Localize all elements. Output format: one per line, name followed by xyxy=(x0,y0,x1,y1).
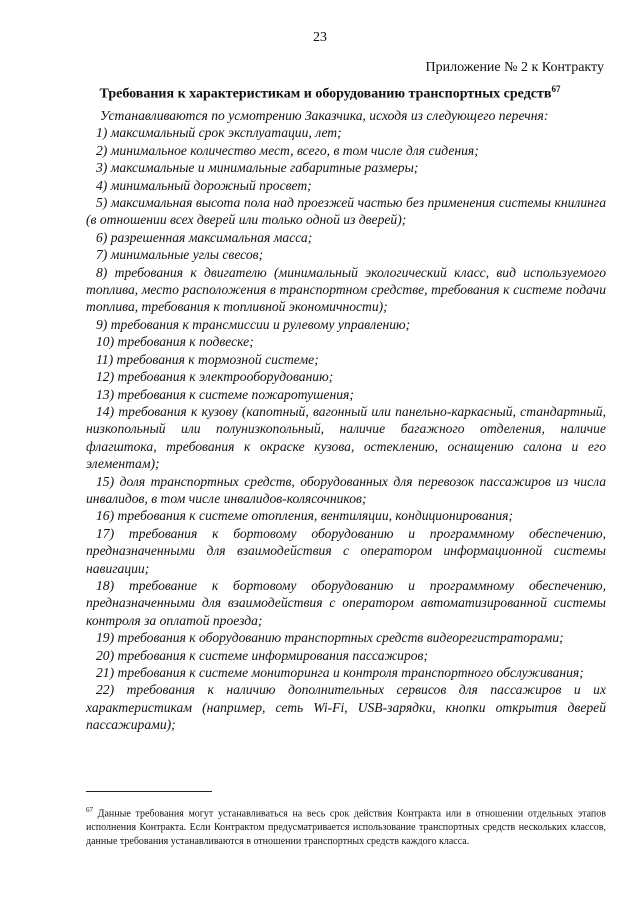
list-item: 7) минимальные углы свесов; xyxy=(96,247,264,263)
list-item: 14) требования к кузову (капотный, вагонный или панельно-каркасный, стандартный, низкопольный или полунизкопольный, наличие багажного отделения, наличие флагштока, требования к окраске кузова, остеклению, оснащению салона и его элементам); xyxy=(86,403,606,472)
list-item: 16) требования к системе отопления, вентиляции, кондиционирования; xyxy=(96,508,514,524)
list-item: 18) требование к бортовому оборудованию и программному обеспечению, предназначенными для взаимодействия с оператором автоматизированной системы контроля за оплатой проезда; xyxy=(86,577,606,628)
list-item: 13) требования к системе пожаротушения; xyxy=(96,386,354,402)
footnote xyxy=(86,803,606,849)
list-item: 3) максимальные и минимальные габаритные размеры; xyxy=(96,160,419,176)
footnote-divider xyxy=(86,791,212,792)
list-item: 15) доля транспортных средств, оборудованных для перевозок пассажиров из числа инвалидов, в том числе инвалидов-колясочников; xyxy=(86,473,606,506)
footnote-ref: 67 xyxy=(86,806,93,814)
intro-text: Устанавливаются по усмотрению Заказчика, исходя из следующего перечня: xyxy=(100,108,549,123)
requirements-list xyxy=(86,124,606,733)
list-item: 17) требования к бортовому оборудованию и программному обеспечению, предназначенными для взаимодействия с оператором информационной системы навигации; xyxy=(86,525,606,576)
list-item: 1) максимальный срок эксплуатации, лет; xyxy=(96,125,342,141)
list-item: 21) требования к системе мониторинга и контроля транспортного обслуживания; xyxy=(96,665,584,680)
list-item: 19) требования к оборудованию транспортных средств видеорегистраторами; xyxy=(96,630,564,646)
list-item: 2) минимальное количество мест, всего, в том числе для сидения; xyxy=(96,142,479,158)
page-title xyxy=(50,84,610,103)
list-item: 9) требования к трансмиссии и рулевому управлению; xyxy=(96,316,411,332)
list-item: 6) разрешенная максимальная масса; xyxy=(96,229,313,245)
title-text: Требования к характеристикам и оборудованию транспортных средств xyxy=(99,86,552,102)
requirements-body xyxy=(86,107,606,734)
list-item: 5) максимальная высота пола над проезжей частью без применения системы книлинга (в отношении всех дверей или только одной из дверей); xyxy=(86,195,606,228)
list-item: 10) требования к подвеске; xyxy=(96,334,254,350)
list-item: 22) требования к наличию дополнительных сервисов для пассажиров и их характеристикам (например, сеть Wi-Fi, USB-зарядки, кнопки открытия дверей пассажирами); xyxy=(86,682,606,733)
page-number: 23 xyxy=(313,30,327,45)
title-footnote-ref: 67 xyxy=(551,84,561,94)
list-item: 11) требования к тормозной системе; xyxy=(96,351,319,367)
list-item: 4) минимальный дорожный просвет; xyxy=(96,177,312,193)
list-item: 12) требования к электрооборудованию; xyxy=(96,369,334,385)
list-item: 20) требования к системе информирования пассажиров; xyxy=(96,647,428,663)
footnote-text: Данные требования могут устанавливаться на весь срок действия Контракта или в отношении отдельных этапов исполнения Контракта. Если Контрактом предусматривается использование транспортных средств нескольких классов, данные требования устанавливаются в отношении транспортных средств каждого класса. xyxy=(86,808,606,848)
list-item: 8) требования к двигателю (минимальный экологический класс, вид используемого топлива, место расположения в транспортном средстве, требования к системе подачи топлива, требования к топливной экономичности); xyxy=(86,264,606,315)
appendix-label: Приложение № 2 к Контракту xyxy=(425,60,604,75)
